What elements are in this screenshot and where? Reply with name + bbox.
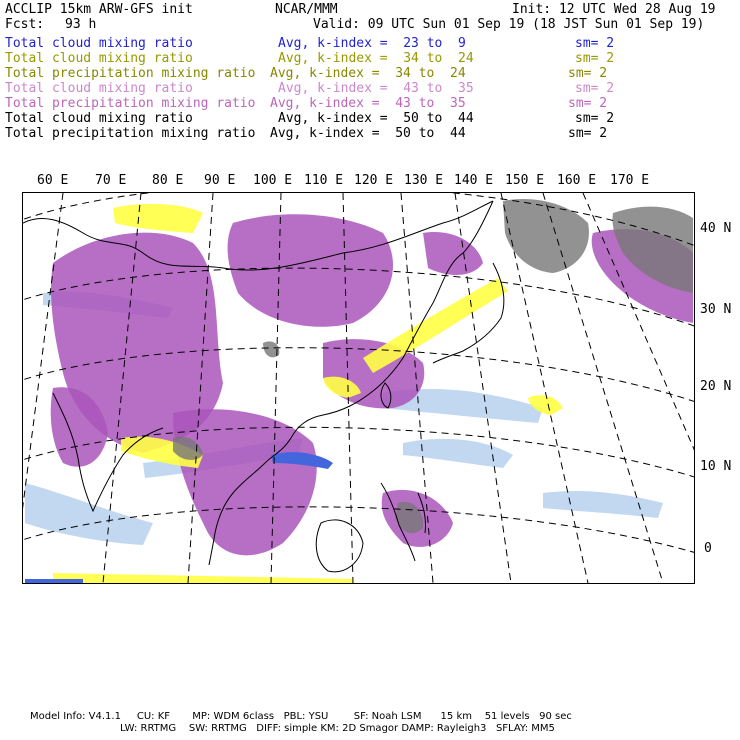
legend-sm-6: sm= 2 (575, 111, 615, 126)
legend-avg-4: Avg, k-index = 43 to 35 (278, 81, 474, 96)
lat-label-30n: 30 N (700, 302, 732, 317)
lon-label-150e: 150 E (505, 173, 545, 188)
forecast-label: Fcst: (5, 17, 45, 32)
legend-sm-3: sm= 2 (568, 66, 608, 81)
lon-label-100e: 100 E (253, 173, 293, 188)
lon-label-70e: 70 E (95, 173, 127, 188)
lon-label-110e: 110 E (304, 173, 344, 188)
legend-avg-3: Avg, k-index = 34 to 24 (270, 66, 466, 81)
legend-sm-1: sm= 2 (575, 36, 615, 51)
legend-field-5: Total precipitation mixing ratio (5, 96, 256, 111)
high-cloud-area (228, 214, 393, 326)
lon-label-60e: 60 E (37, 173, 69, 188)
upper-cloud-light-area (403, 439, 513, 468)
legend-sm-7: sm= 2 (568, 126, 608, 141)
lat-label-40n: 40 N (700, 221, 732, 236)
lon-label-90e: 90 E (204, 173, 236, 188)
legend-field-7: Total precipitation mixing ratio (5, 126, 256, 141)
lat-label-0: 0 (704, 541, 712, 556)
lon-label-170e: 170 E (610, 173, 650, 188)
forecast-hours: 93 h (65, 17, 97, 32)
top-cloud-area (503, 199, 589, 273)
lon-label-120e: 120 E (354, 173, 394, 188)
legend-avg-6: Avg, k-index = 50 to 44 (278, 111, 474, 126)
lon-label-80e: 80 E (152, 173, 184, 188)
lat-label-20n: 20 N (700, 379, 732, 394)
lon-label-140e: 140 E (454, 173, 494, 188)
legend-avg-2: Avg, k-index = 34 to 24 (278, 51, 474, 66)
map-panel (22, 192, 695, 584)
upper-cloud-area (25, 579, 83, 583)
lat-label-10n: 10 N (700, 459, 732, 474)
borneo-coastline (316, 520, 363, 572)
mid-cloud-area (113, 204, 203, 233)
legend-field-1: Total cloud mixing ratio (5, 36, 193, 51)
legend-avg-1: Avg, k-index = 23 to 9 (278, 36, 466, 51)
legend-sm-2: sm= 2 (575, 51, 615, 66)
model-info-line-2: LW: RRTMG SW: RRTMG DIFF: simple KM: 2D Smagor DAMP: Rayleigh3 SFLAY: MM5 (120, 723, 555, 734)
legend-field-6: Total cloud mixing ratio (5, 111, 193, 126)
upper-cloud-light-area (25, 483, 153, 545)
center-label: NCAR/MMM (275, 2, 338, 17)
map-title: ACCLIP 15km ARW-GFS init (5, 2, 193, 17)
legend-field-3: Total precipitation mixing ratio (5, 66, 256, 81)
valid-time: Valid: 09 UTC Sun 01 Sep 19 (18 JST Sun 01 Sep 19) (313, 17, 705, 32)
model-info-line-1: Model Info: V4.1.1 CU: KF MP: WDM 6class PBL: YSU SF: Noah LSM 15 km 51 levels 90 sec (30, 711, 572, 722)
cloud-mixing-ratio-map (23, 193, 694, 583)
legend-avg-5: Avg, k-index = 43 to 35 (270, 96, 466, 111)
mid-cloud-area (53, 573, 353, 583)
init-time: Init: 12 UTC Wed 28 Aug 19 (512, 2, 716, 17)
legend-sm-5: sm= 2 (568, 96, 608, 111)
legend-sm-4: sm= 2 (575, 81, 615, 96)
legend-field-2: Total cloud mixing ratio (5, 51, 193, 66)
lon-label-130e: 130 E (404, 173, 444, 188)
upper-cloud-light-area (543, 491, 663, 518)
lon-label-160e: 160 E (557, 173, 597, 188)
legend-field-4: Total cloud mixing ratio (5, 81, 193, 96)
legend-avg-7: Avg, k-index = 50 to 44 (270, 126, 466, 141)
